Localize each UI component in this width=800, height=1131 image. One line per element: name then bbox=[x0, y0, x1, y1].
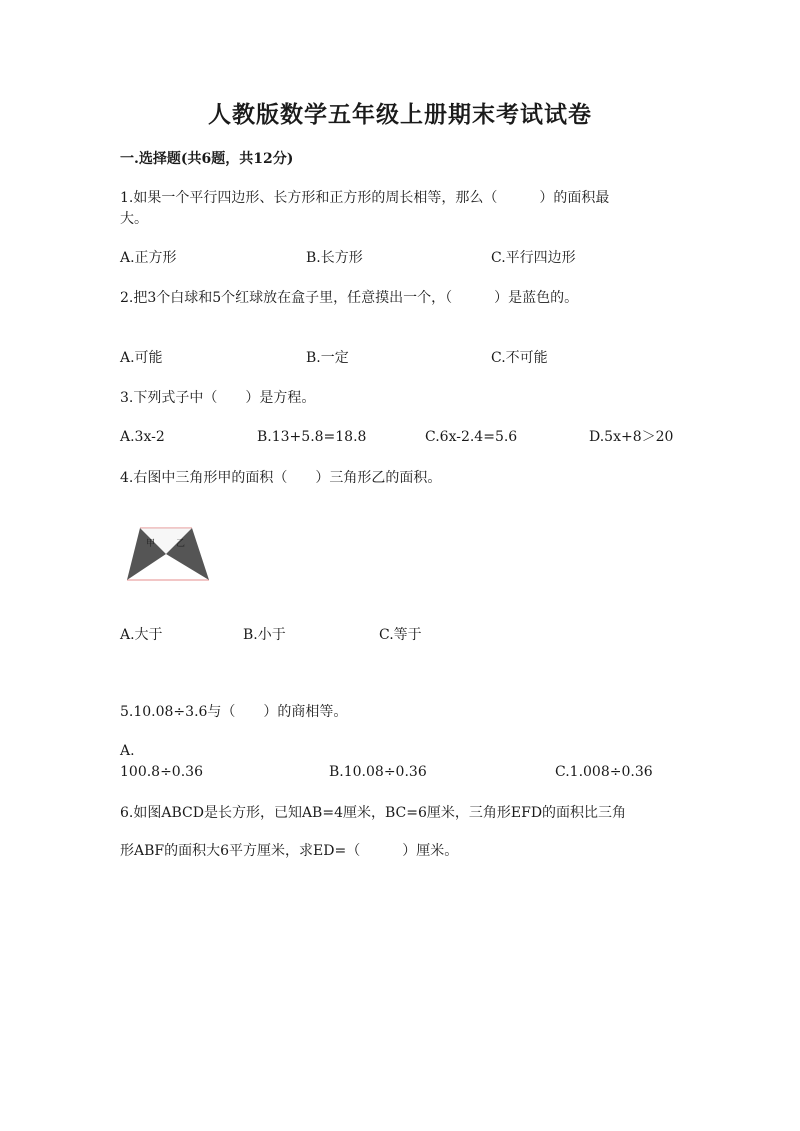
question-1-text-cont: 大。 bbox=[120, 211, 148, 227]
question-6-text-cont: 形ABF的面积大6平方厘米，求ED=（ ）厘米。 bbox=[120, 843, 459, 859]
option-a[interactable]: 100.8÷0.36 bbox=[120, 764, 203, 780]
question-3-text: 3.下列式子中（ ）是方程。 bbox=[120, 390, 316, 406]
question-4-text: 4.右图中三角形甲的面积（ ）三角形乙的面积。 bbox=[120, 470, 442, 486]
option-c[interactable]: C.1.008÷0.36 bbox=[555, 764, 653, 780]
section-heading: 一.选择题(共6题，共12分) bbox=[120, 151, 294, 167]
label-jia: 甲 bbox=[146, 539, 156, 549]
question-2-text: 2.把3个白球和5个红球放在盒子里，任意摸出一个，（ ）是蓝色的。 bbox=[120, 290, 579, 306]
page-title: 人教版数学五年级上册期末考试试卷 bbox=[208, 101, 592, 128]
option-a[interactable]: A.正方形 bbox=[120, 250, 177, 266]
option-b[interactable]: B.13+5.8=18.8 bbox=[257, 429, 367, 445]
option-c[interactable]: C.平行四边形 bbox=[491, 250, 576, 266]
option-c[interactable]: C.6x-2.4=5.6 bbox=[425, 429, 518, 445]
option-a[interactable]: A.大于 bbox=[120, 627, 163, 643]
option-b[interactable]: B.小于 bbox=[243, 627, 286, 643]
option-c[interactable]: C.等于 bbox=[379, 627, 422, 643]
option-c[interactable]: C.不可能 bbox=[491, 350, 548, 366]
option-a[interactable]: A.3x-2 bbox=[120, 429, 165, 445]
label-yi: 乙 bbox=[176, 539, 186, 549]
question-1-text: 1.如果一个平行四边形、长方形和正方形的周长相等，那么（ ）的面积最 bbox=[120, 190, 610, 206]
option-b[interactable]: B.长方形 bbox=[306, 250, 363, 266]
option-a-prefix[interactable]: A. bbox=[120, 743, 135, 759]
question-5-text: 5.10.08÷3.6与（ ）的商相等。 bbox=[120, 704, 348, 720]
triangle-diagram bbox=[124, 522, 212, 584]
question-6-text: 6.如图ABCD是长方形，已知AB=4厘米，BC=6厘米，三角形EFD的面积比三角 bbox=[120, 805, 627, 821]
option-d[interactable]: D.5x+8＞20 bbox=[589, 429, 674, 445]
option-a[interactable]: A.可能 bbox=[120, 350, 163, 366]
option-b[interactable]: B.一定 bbox=[306, 350, 349, 366]
option-b[interactable]: B.10.08÷0.36 bbox=[329, 764, 427, 780]
